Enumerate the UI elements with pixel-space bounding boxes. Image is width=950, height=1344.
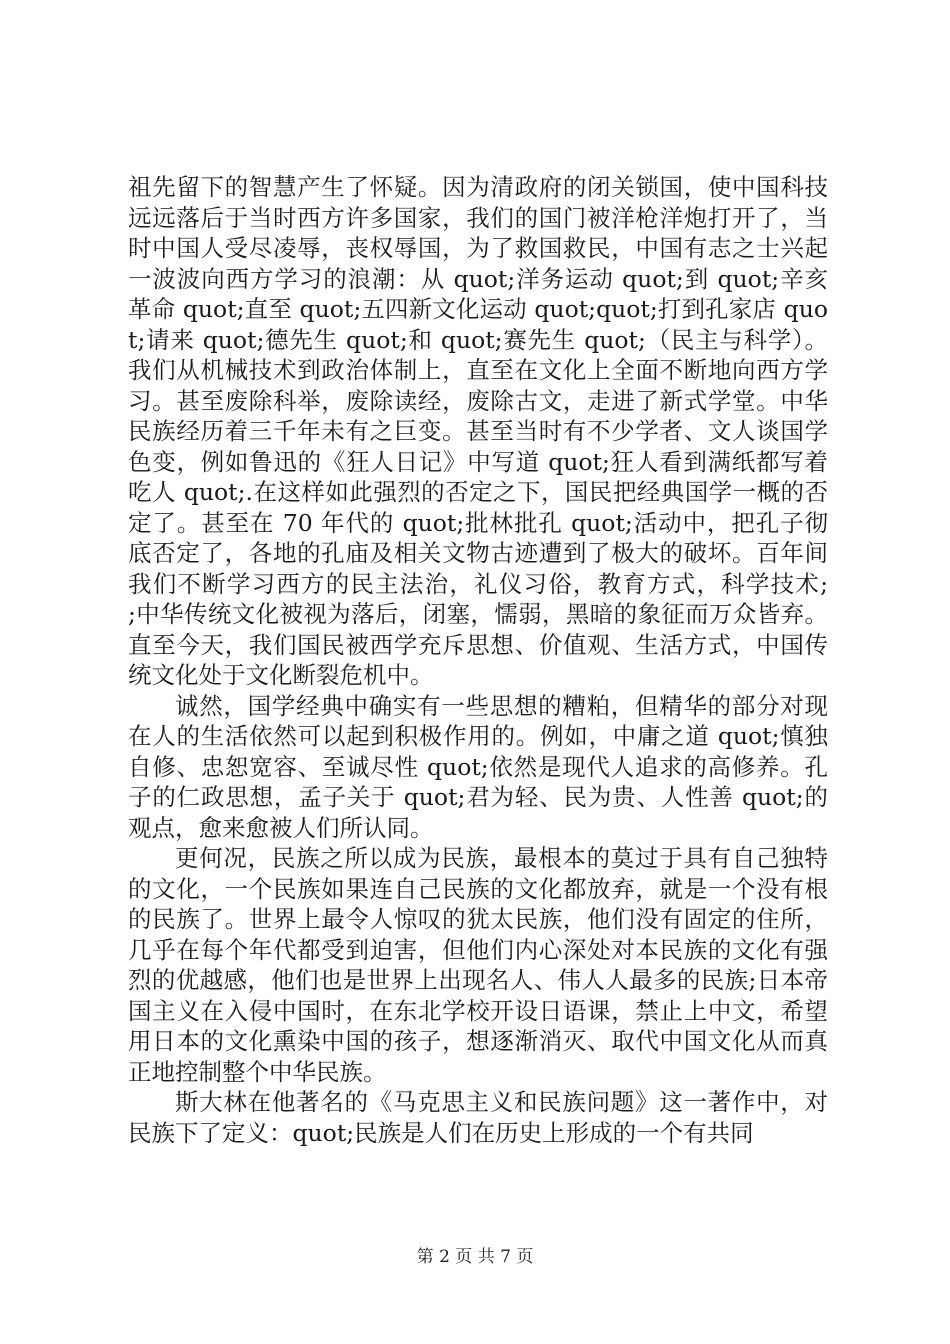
page-number-footer: 第 2 页 共 7 页 (416, 1247, 534, 1267)
document-body (128, 172, 948, 1148)
paragraph-3: 更何况，民族之所以成为民族，最根本的莫过于具有自己独特的文化，一个民族如果连自己民族的文化都放弃，就是一个没有根的民族了。世界上最令人惊叹的犹太民族，他们没有固定的住所，几乎在每个年代都受到迫害，但他们内心深处对本民族的文化有强烈的优越感，他们也是世界上出现名人、伟人人最多的民族;日本帝国主义在入侵中国时，在东北学校开设日语课，禁止上中文，希望用日本的文化熏染中国的孩子，想逐渐消灭、取代中国文化从而真正地控制整个中华民族。 (128, 844, 828, 1086)
paragraph-2: 诚然，国学经典中确实有一些思想的糟粕，但精华的部分对现在人的生活依然可以起到积极作用的。例如，中庸之道 quot;慎独自修、忠恕宽容、至诚尽性 quot;依然是现代人追求的高修养。孔子的仁政思想，孟子关于 quot;君为轻、民为贵、人性善 quot;的观点，愈来愈被人们所认同。 (128, 691, 828, 842)
paragraph-1: 祖先留下的智慧产生了怀疑。因为清政府的闭关锁国，使中国科技远远落后于当时西方许多国家，我们的国门被洋枪洋炮打开了，当时中国人受尽凌辱，丧权辱国，为了救国救民，中国有志之士兴起一波波向西方学习的浪潮：从 quot;洋务运动 quot;到 quot;辛亥革命 quot;直至 quot;五四新文化运动 quot;quot;打到孔家店 quot;请来 quot;德先生 quot;和 quot;赛先生 quot;（民主与科学）。我们从机械技术到政治体制上，直至在文化上全面不断地向西方学习。甚至废除科举，废除读经，废除古文，走进了新式学堂。中华民族经历着三千年未有之巨变。甚至当时有不少学者、文人谈国学色变，例如鲁迅的《狂人日记》中写道 quot;狂人看到满纸都写着吃人 quot;.在这样如此强烈的否定之下，国民把经典国学一概的否定了。甚至在 70 年代的 quot;批林批孔 quot;活动中，把孔子彻底否定了，各地的孔庙及相关文物古迹遭到了极大的破坏。百年间我们不断学习西方的民主法治，礼仪习俗，教育方式，科学技术; ;中华传统文化被视为落后，闭塞，懦弱，黑暗的象征而万众皆弃。直至今天，我们国民被西学充斥思想、价值观、生活方式，中国传统文化处于文化断裂危机中。 (128, 173, 948, 689)
paragraph-4: 斯大林在他著名的《马克思主义和民族问题》这一著作中，对民族下了定义：quot;民族是人们在历史上形成的一个有共同 (128, 1088, 828, 1147)
